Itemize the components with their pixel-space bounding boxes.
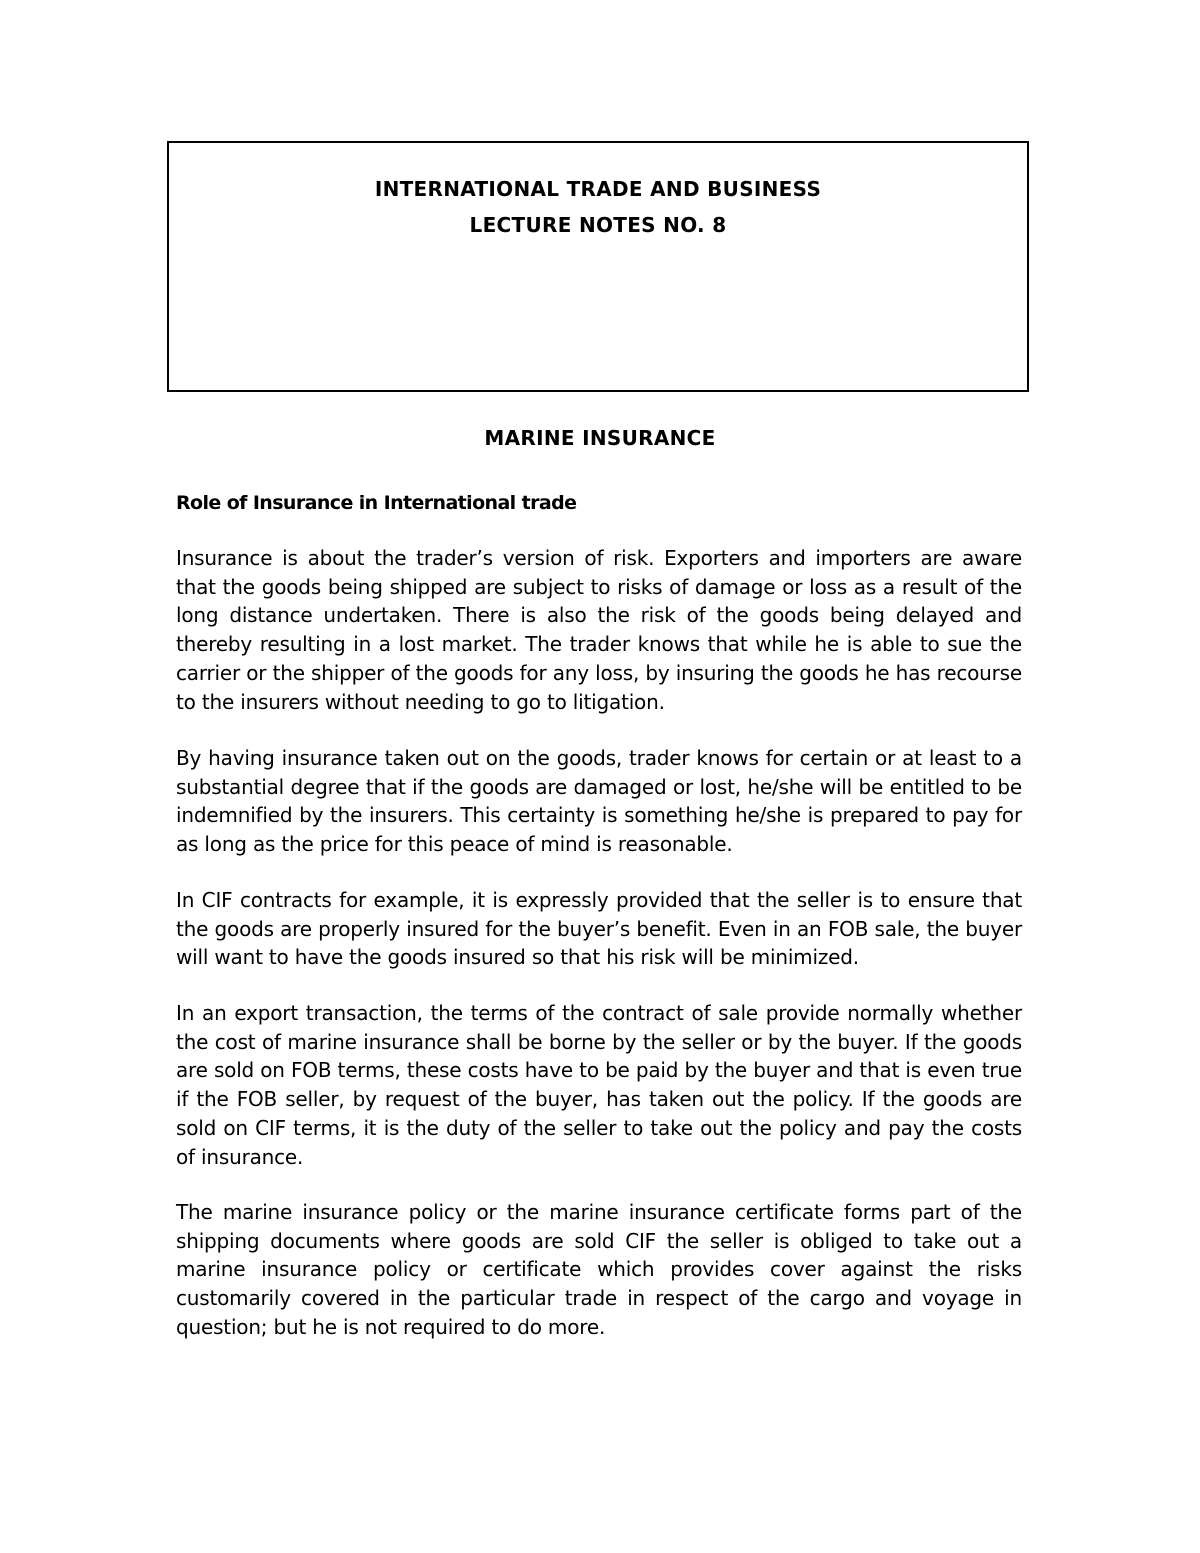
paragraph-2: By having insurance taken out on the goods, trader knows for certain or at least to a substantial degree that if the goods are damaged or lost, he/she will be entitled to be indemnified by the insurers. This certainty is something he/she is prepared to pay for as long as the price for this peace of mind is reasonable. — [176, 746, 1022, 857]
document-title: INTERNATIONAL TRADE AND BUSINESS — [374, 177, 822, 201]
paragraph-1: Insurance is about the trader’s version of risk. Exporters and importers are aware that the goods being shipped are subject to risks of damage or loss as a result of the long distance undertaken. There is also the risk of the goods being delayed and thereby resulting in a lost market. The trader knows that while he is able to sue the carrier or the shipper of the goods for any loss, by insuring the goods he has recourse to the insurers without needing to go to litigation. — [176, 546, 1022, 714]
paragraph-3: In CIF contracts for example, it is expressly provided that the seller is to ensure that the goods are properly insured for the buyer’s benefit. Even in an FOB sale, the buyer will want to have the goods insured so that his risk will be minimized. — [176, 888, 1022, 970]
section-title: MARINE INSURANCE — [484, 426, 716, 450]
paragraph-4: In an export transaction, the terms of the contract of sale provide normally whether the cost of marine insurance shall be borne by the seller or by the buyer. If the goods are sold on FOB terms, these costs have to be paid by the buyer and that is even true if the FOB seller, by request of the buyer, has taken out the policy. If the goods are sold on CIF terms, it is the duty of the seller to take out the policy and pay the costs of insurance. — [176, 1001, 1022, 1169]
title-box — [167, 141, 1029, 392]
lecture-number: LECTURE NOTES NO. 8 — [469, 213, 727, 237]
subheading: Role of Insurance in International trade — [176, 492, 577, 514]
paragraph-5: The marine insurance policy or the marine insurance certificate forms part of the shipping documents where goods are sold CIF the seller is obliged to take out a marine insurance policy or certificate which provides cover against the risks customarily covered in the particular trade in respect of the cargo and voyage in question; but he is not required to do more. — [176, 1200, 1022, 1339]
